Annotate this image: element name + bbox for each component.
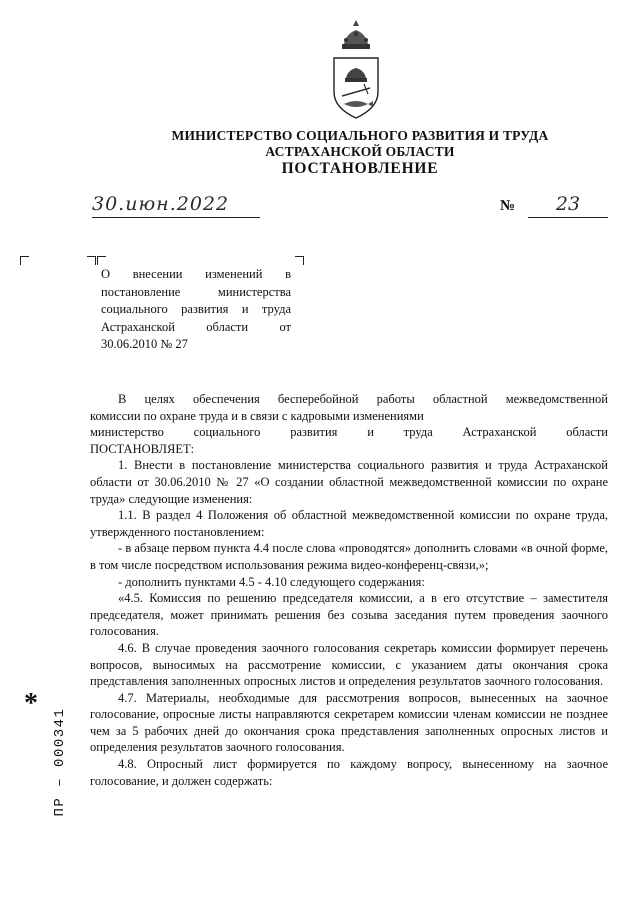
corner-mark [20, 256, 29, 265]
margin-asterisk: * [24, 688, 38, 719]
intro-line: В целях обеспечения бесперебойной работы областной межведомственной [118, 392, 608, 406]
subject-line: социального развития и труда [101, 302, 291, 316]
paragraph-4-7: 4.7. Материалы, необходимые для рассмотрения вопросов, вынесенных на заочное голосование, опросные листы направляются секретарем комиссии членам комиссии не позднее чем за 5 рабочих дней до окончания срока представления заполненных опросных листов и определения результатов заочного голосования. [90, 690, 608, 755]
corner-mark [87, 256, 96, 265]
paragraph-1-1: 1.1. В раздел 4 Положения об областной межведомственной комиссии по охране труда, утвержденного постановлением: [90, 508, 608, 539]
handwritten-number: 23 [528, 193, 608, 218]
paragraph-dash-1: - в абзаце первом пункта 4.4 после слова «проводятся» дополнить словами «в очной форме, в том числе посредством использования режима видео-конференц-связи,»; [90, 541, 608, 572]
subject-line: постановление министерства [101, 284, 291, 299]
subject-line: О внесении изменений в [101, 267, 291, 281]
document-body [90, 391, 608, 789]
subject-line: Астраханской области от [101, 319, 291, 334]
subject-line: 30.06.2010 № 27 [101, 337, 188, 351]
paragraph-4-6: 4.6. В случае проведения заочного голосования секретарь комиссии формирует перечень вопросов, выносимых на рассмотрение комиссии, с указанием даты окончания срока представления заполненных опросных листов и определения результатов заочного голосования. [90, 640, 608, 689]
corner-mark [295, 256, 304, 265]
number-label: № [500, 198, 516, 214]
astrakhan-coat-of-arms-icon [330, 18, 382, 122]
ministry-name-line1: МИНИСТЕРСТВО СОЦИАЛЬНОГО РАЗВИТИЯ И ТРУДА [171, 128, 549, 143]
paragraph-4-5: «4.5. Комиссия по решению председателя комиссии, а в его отсутствие – заместителя председателя, может принимать решения без созыва заседания путем проведения заочного голосования. [90, 591, 608, 639]
paragraph-dash-2: - дополнить пунктами 4.5 - 4.10 следующего содержания: [118, 574, 425, 589]
paragraph-4-8: 4.8. Опросный лист формируется по каждому вопросу, вынесенному на заочное голосование, и должен содержать: [90, 757, 608, 788]
decree-word: ПОСТАНОВЛЯЕТ: [90, 441, 195, 456]
ministry-name-line2: АСТРАХАНСКОЙ ОБЛАСТИ [265, 144, 455, 159]
corner-mark [97, 256, 106, 265]
side-registration-code: ПР – 000341 [52, 707, 68, 817]
intro-line: комиссии по охране труда и в связи с кадровыми изменениями [90, 408, 424, 423]
paragraph-1: 1. Внести в постановление министерства социального развития и труда Астраханской области от 30.06.2010 № 27 «О создании областной межведомственной комиссии по охране труда» следующие изменения: [90, 458, 608, 506]
intro-line: министерство социального развития и труда Астраханской области [90, 425, 608, 440]
handwritten-date: 30.июн.2022 [92, 193, 260, 218]
document-subject [101, 266, 291, 354]
document-type-title: ПОСТАНОВЛЕНИЕ [281, 160, 439, 177]
